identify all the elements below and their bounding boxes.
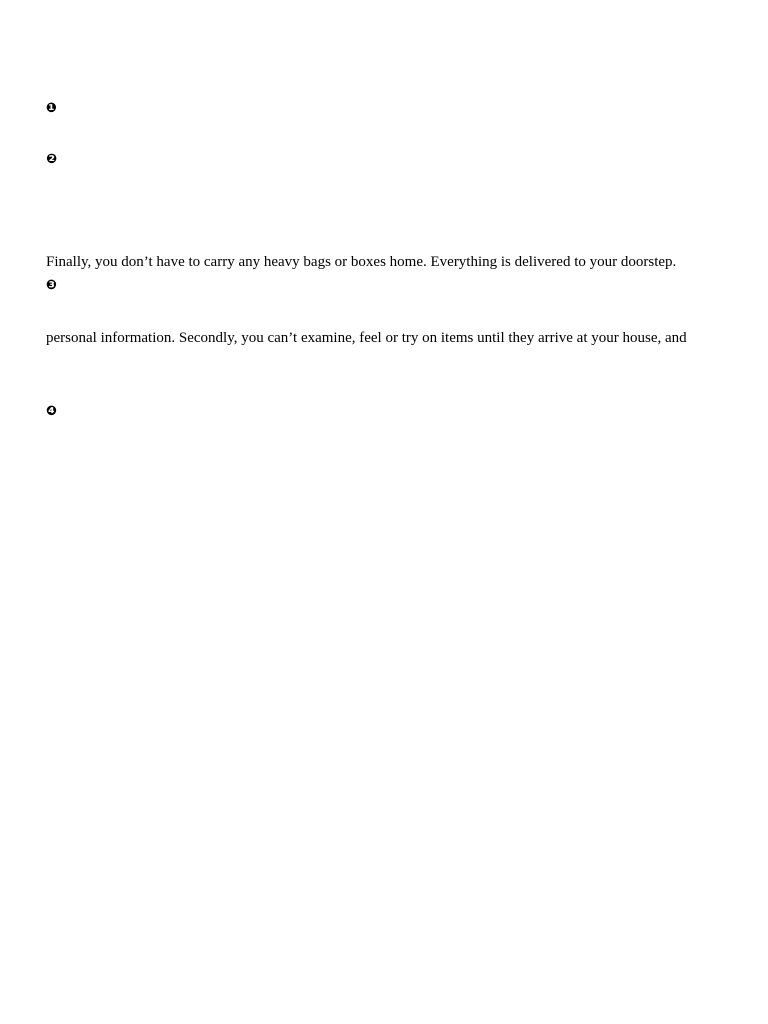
numbered-marker-4: ❹: [46, 404, 58, 419]
numbered-marker-2: ❷: [46, 152, 58, 167]
text-line-personal-information: personal information. Secondly, you can’t examine, feel or try on items until they arrive at your house, and: [46, 330, 687, 346]
text-line-finally: Finally, you don’t have to carry any heavy bags or boxes home. Everything is delivered to your doorstep.: [46, 254, 677, 270]
numbered-marker-3: ❸: [46, 278, 58, 293]
numbered-marker-1: ❶: [46, 101, 58, 116]
